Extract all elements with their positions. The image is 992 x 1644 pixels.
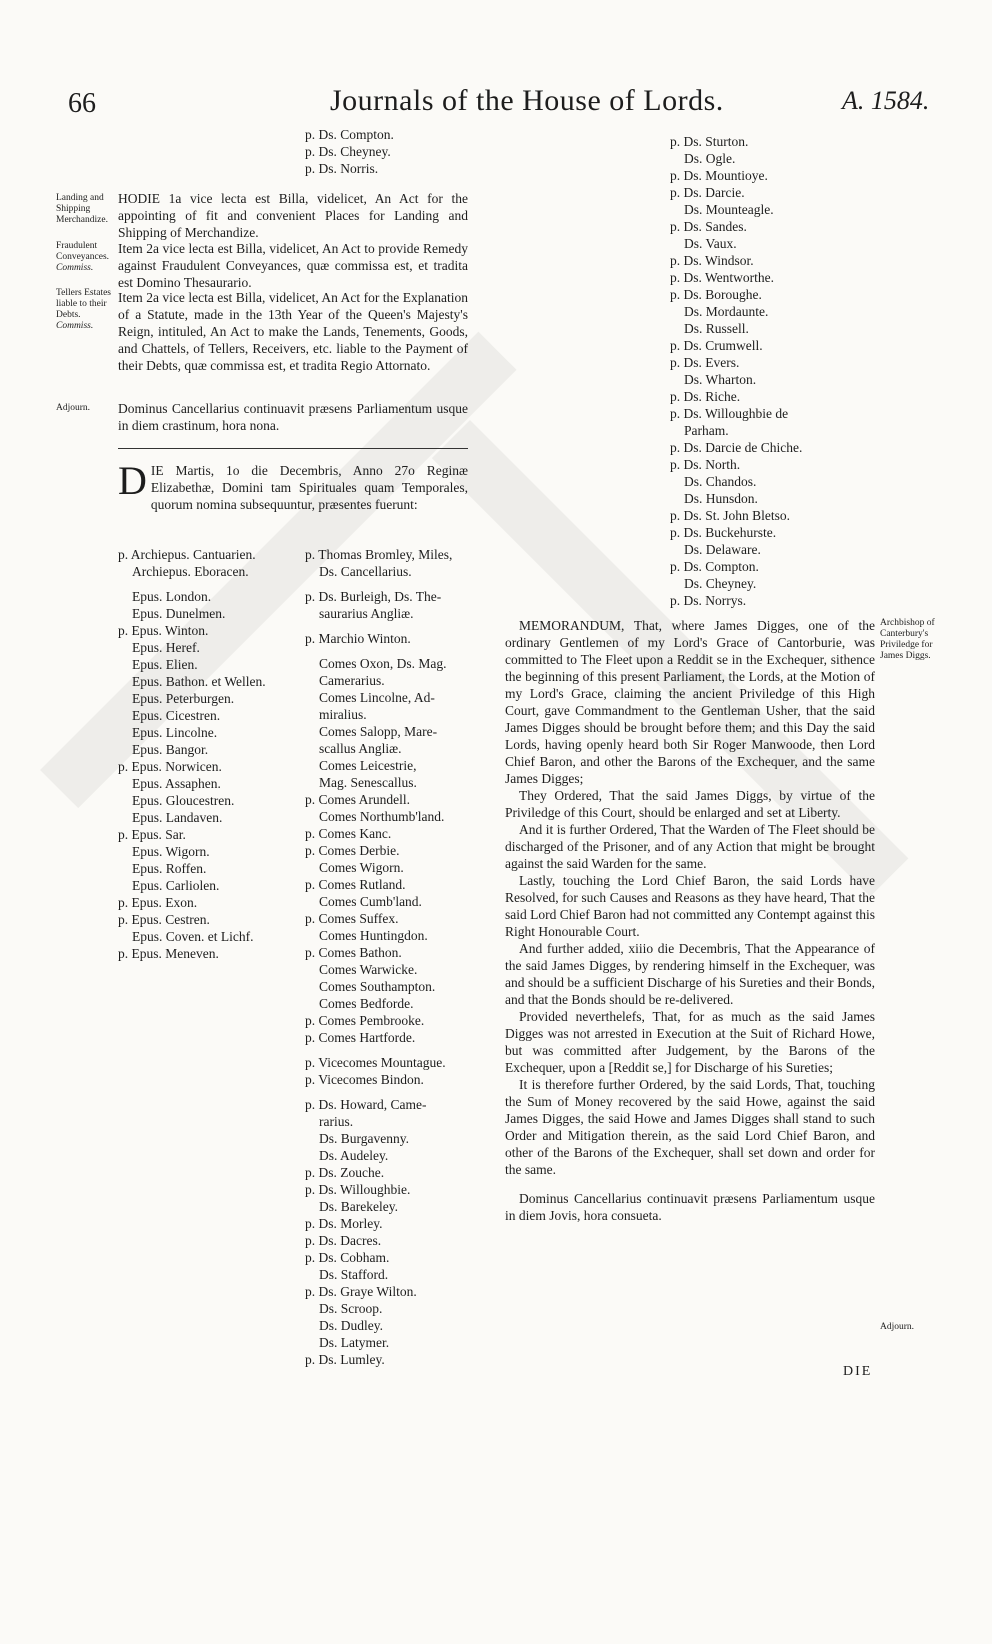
- list-item: p. Ds. Willoughbie de: [670, 406, 789, 421]
- list-item: Ds. Cancellarius.: [319, 564, 412, 579]
- list-item: Comes Salopp, Mare-: [319, 724, 438, 739]
- list-item: Epus. London.: [132, 589, 212, 604]
- list-item: p. Ds. Willoughbie.: [305, 1182, 411, 1197]
- list-item: Ds. Vaux.: [684, 236, 737, 251]
- list-item: Ds. Mordaunte.: [684, 304, 769, 319]
- list-item: Ds. Scroop.: [319, 1301, 383, 1316]
- list-item: p. Ds. Evers.: [670, 355, 740, 370]
- list-item: p. Ds. Windsor.: [670, 253, 754, 268]
- margin-note-adjourn-2: Adjourn.: [880, 1322, 915, 1332]
- lords-temporal-continued-list: [670, 133, 802, 609]
- list-item: p. Ds. Sandes.: [670, 219, 747, 234]
- list-item: Epus. Landaven.: [132, 810, 223, 825]
- list-item: Epus. Heref.: [132, 640, 200, 655]
- list-item: p. Ds. Burleigh, Ds. The-: [305, 589, 442, 604]
- list-item: Epus. Dunelmen.: [132, 606, 226, 621]
- list-item: Ds. Audeley.: [319, 1148, 389, 1163]
- list-item: Comes Cumb'land.: [319, 894, 422, 909]
- list-item: p. Ds. Howard, Came-: [305, 1097, 427, 1112]
- list-item: p. Ds. Darcie.: [670, 185, 745, 200]
- list-item: p. Comes Rutland.: [305, 877, 406, 892]
- page-year: A. 1584.: [842, 86, 930, 115]
- paragraph-fraudulent: Item 2a vice lecta est Billa, videlicet, An Act to provide Remedy against Fraudulent Conveyances, quæ commissa est, et tradita est Domino Thesaurario.: [118, 241, 468, 290]
- page-title: Journals of the House of Lords.: [330, 84, 724, 117]
- memorandum-paragraph: And it is further Ordered, That the Warden of The Fleet should be discharged of the Prisoner, and of any Action that might be brought against the said Warden for the same.: [505, 822, 875, 871]
- list-item: Comes Southampton.: [319, 979, 436, 994]
- list-item: Comes Leicestrie,: [319, 758, 417, 773]
- list-item: Ds. Burgavenny.: [319, 1131, 409, 1146]
- list-item: scallus Angliæ.: [319, 741, 402, 756]
- list-item: p. Epus. Winton.: [118, 623, 209, 638]
- list-item: p. Ds. Dacres.: [305, 1233, 382, 1248]
- list-item: p. Ds. Lumley.: [305, 1352, 385, 1367]
- list-item: p. Comes Pembrooke.: [305, 1013, 425, 1028]
- list-item: Comes Lincolne, Ad-: [319, 690, 435, 705]
- list-item: p. Ds. Wentworthe.: [670, 270, 775, 285]
- memorandum-adjourn: Dominus Cancellarius continuavit præsens Parliamentum usque in diem Jovis, hora consueta.: [505, 1191, 875, 1223]
- list-item: p. Comes Arundell.: [305, 792, 410, 807]
- list-item: p. Ds. Crumwell.: [670, 338, 763, 353]
- paragraph-adjourn: Dominus Cancellarius continuavit præsens Parliamentum usque in diem crastinum, hora nona.: [118, 401, 468, 433]
- list-item: Epus. Bathon. et Wellen.: [132, 674, 266, 689]
- paragraph-landing: HODIE 1a vice lecta est Billa, videlicet, An Act for the appointing of fit and convenient Places for Landing and Shipping of Merchandize.: [118, 191, 468, 240]
- list-item: p. Comes Hartforde.: [305, 1030, 416, 1045]
- list-item: p. Vicecomes Mountague.: [305, 1055, 446, 1070]
- lords-spiritual-list: [118, 546, 266, 962]
- list-item: p. Ds. North.: [670, 457, 741, 472]
- paragraph-die: D IE Martis, 1o die Decembris, Anno 27o Reginæ Elizabethæ, Domini tam Spirituales quam Temporales, quorum nomina subsequuntur, præsentes fuerunt:: [118, 458, 468, 512]
- list-item: p. Ds. Norris.: [305, 161, 379, 176]
- margin-note-adjourn: Adjourn.: [56, 403, 91, 413]
- list-item: p. Epus. Meneven.: [118, 946, 219, 961]
- list-item: p. Comes Derbie.: [305, 843, 400, 858]
- list-item: p. Archiepus. Cantuarien.: [118, 547, 256, 562]
- drop-cap: D: [118, 458, 147, 503]
- list-item: p. Vicecomes Bindon.: [305, 1072, 424, 1087]
- list-item: Archiepus. Eboracen.: [132, 564, 249, 579]
- list-item: Comes Warwicke.: [319, 962, 418, 977]
- list-item: Epus. Cicestren.: [132, 708, 221, 723]
- list-item: p. Comes Kanc.: [305, 826, 392, 841]
- list-item: Comes Oxon, Ds. Mag.: [319, 656, 447, 671]
- list-item: Ds. Chandos.: [684, 474, 757, 489]
- list-item: Ds. Hunsdon.: [684, 491, 758, 506]
- list-item: p. Marchio Winton.: [305, 631, 411, 646]
- list-item: p. Ds. Zouche.: [305, 1165, 385, 1180]
- list-item: Camerarius.: [319, 673, 385, 688]
- list-item: Comes Huntingdon.: [319, 928, 428, 943]
- list-item: p. Ds. Riche.: [670, 389, 741, 404]
- list-item: Mag. Senescallus.: [319, 775, 417, 790]
- list-item: p. Comes Suffex.: [305, 911, 399, 926]
- list-item: p. Epus. Sar.: [118, 827, 186, 842]
- list-item: p. Ds. Buckehurste.: [670, 525, 777, 540]
- list-item: Epus. Wigorn.: [132, 844, 210, 859]
- list-item: Ds. Stafford.: [319, 1267, 389, 1282]
- memorandum: [505, 617, 875, 1224]
- list-item: Parham.: [684, 423, 729, 438]
- list-item: p. Ds. Norrys.: [670, 593, 747, 608]
- list-item: p. Ds. Compton.: [670, 559, 759, 574]
- list-item: Epus. Lincolne.: [132, 725, 218, 740]
- list-item: Ds. Mounteagle.: [684, 202, 774, 217]
- list-item: Comes Bedforde.: [319, 996, 414, 1011]
- list-item: p. Ds. Sturton.: [670, 134, 749, 149]
- lords-temporal-list: [305, 546, 470, 1368]
- memorandum-paragraph: It is therefore further Ordered, by the said Lords, That, touching the Sum of Money recovered by the said Howe, against the said James Digges, the said Howe and James Digges shall stand to such Order and Mitigation therein, as the said Lord Chief Baron, and other of the Barons of the Exchequer, shall set down and order for the same.: [505, 1077, 875, 1177]
- list-item: Epus. Roffen.: [132, 861, 207, 876]
- memorandum-paragraph: Lastly, touching the Lord Chief Baron, the said Lords have Resolved, for such Causes and Reasons as they have heard, That the said Lord Chief Baron had not committed any Contempt against this Right Honourable Court.: [505, 873, 875, 939]
- list-item: Ds. Dudley.: [319, 1318, 383, 1333]
- margin-note-tellers: Tellers Estates liable to their Debts. Commiss.: [56, 288, 111, 331]
- list-item: miralius.: [319, 707, 367, 722]
- list-item: Ds. Ogle.: [684, 151, 736, 166]
- list-item: Epus. Gloucestren.: [132, 793, 235, 808]
- list-item: Epus. Assaphen.: [132, 776, 221, 791]
- list-item: Ds. Barekeley.: [319, 1199, 398, 1214]
- list-item: p. Ds. Morley.: [305, 1216, 383, 1231]
- list-item: Ds. Russell.: [684, 321, 749, 336]
- paragraph-tellers: Item 2a vice lecta est Billa, videlicet, An Act for the Explanation of a Statute, made in the 13th Year of the Queen's Majesty's Reign, intituled, An Act to make the Lands, Tenements, Goods, and Chattels, of Tellers, Receivers, etc. liable to the Payment of their Debts, quæ commissa est, et tradita Regio Attornato.: [118, 290, 468, 373]
- memorandum-paragraph: Provided neverthelefs, That, for as much as the said James Digges was not arrested in Execution at the Suit of Richard Howe, but was committed after Judgement, by the Barons of the Exchequer, upon a [Reddit se,] for Discharge of his Sureties;: [505, 1009, 875, 1075]
- list-item: Epus. Coven. et Lichf.: [132, 929, 254, 944]
- page-number: 66: [68, 88, 96, 119]
- memorandum-paragraph: And further added, xiiio die Decembris, That the Appearance of the said James Digges, by rendering himself in the Exchequer, was and should be a sufficient Discharge of his Sureties and their Bonds, and that the Bonds should be re-delivered.: [505, 941, 875, 1007]
- margin-note-archbishop: Archbishop of Canterbury's Priviledge for James Diggs.: [880, 618, 935, 661]
- list-item: p. Ds. Compton.: [305, 127, 394, 142]
- list-item: p. Epus. Norwicen.: [118, 759, 222, 774]
- list-item: Ds. Delaware.: [684, 542, 761, 557]
- margin-note-landing: Landing and Shipping Merchandize.: [56, 193, 108, 225]
- list-item: p. Thomas Bromley, Miles,: [305, 547, 453, 562]
- list-item: rarius.: [319, 1114, 354, 1129]
- list-item: Epus. Bangor.: [132, 742, 209, 757]
- top-names-list: [305, 126, 394, 177]
- list-item: saurarius Angliæ.: [319, 606, 414, 621]
- list-item: Epus. Elien.: [132, 657, 198, 672]
- memorandum-paragraph: MEMORANDUM, That, where James Digges, one of the ordinary Gentlemen of my Lord's Grace of Cantorburie, was committed to The Fleet upon a Reddit se in the Exchequer, sithence the beginning of this present Parliament, the Lords, at the Motion of my Lord's Grace, claiming the ancient Priviledge of this High Court, gave Commandment to the Gentleman Usher, that the said James Digges should be brought before them; and this Day the said Lords, having openly heard both Sir Roger Manwoode, then Lord Chief Baron, and other the Barons of the Exchequer, and the same James Digges;: [505, 618, 875, 786]
- list-item: Ds. Latymer.: [319, 1335, 390, 1350]
- memorandum-paragraph: They Ordered, That the said James Diggs, by virtue of the Priviledge of this Court, should be enlarged and set at Liberty.: [505, 788, 875, 820]
- list-item: Comes Wigorn.: [319, 860, 404, 875]
- list-item: p. Ds. Cheyney.: [305, 144, 391, 159]
- margin-note-fraudulent: Fraudulent Conveyances. Commiss.: [56, 241, 110, 273]
- list-item: p. Comes Bathon.: [305, 945, 402, 960]
- list-item: p. Ds. St. John Bletso.: [670, 508, 791, 523]
- list-item: Comes Northumb'land.: [319, 809, 445, 824]
- list-item: Epus. Carliolen.: [132, 878, 220, 893]
- list-item: p. Ds. Graye Wilton.: [305, 1284, 417, 1299]
- list-item: p. Ds. Cobham.: [305, 1250, 390, 1265]
- list-item: p. Epus. Exon.: [118, 895, 198, 910]
- list-item: p. Ds. Boroughe.: [670, 287, 762, 302]
- list-item: Epus. Peterburgen.: [132, 691, 235, 706]
- catchword: DIE: [843, 1364, 873, 1379]
- divider: [118, 448, 468, 449]
- list-item: Ds. Cheyney.: [684, 576, 757, 591]
- list-item: p. Epus. Cestren.: [118, 912, 210, 927]
- list-item: Ds. Wharton.: [684, 372, 757, 387]
- list-item: p. Ds. Darcie de Chiche.: [670, 440, 803, 455]
- list-item: p. Ds. Mountioye.: [670, 168, 768, 183]
